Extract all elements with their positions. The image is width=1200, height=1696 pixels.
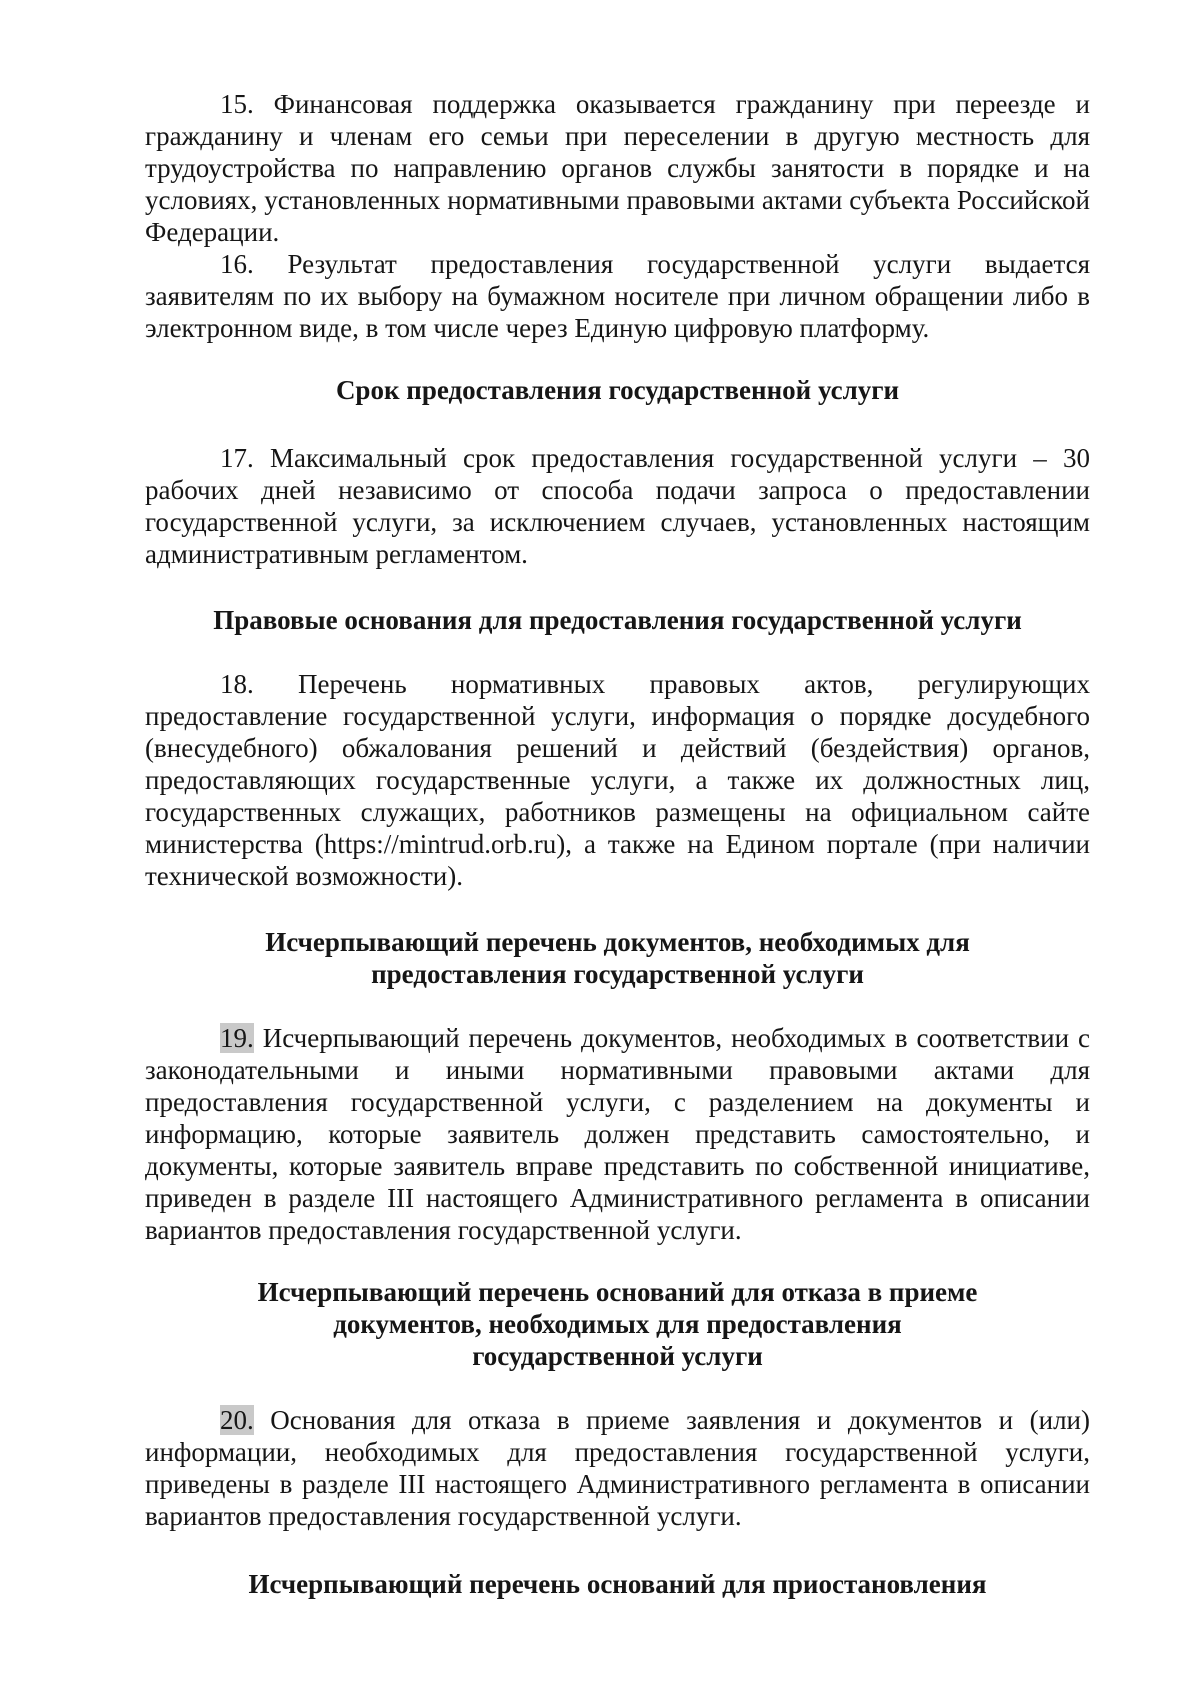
section-heading-term: Срок предоставления государственной услуги bbox=[335, 375, 900, 405]
heading-line: государственной услуги bbox=[472, 1341, 763, 1371]
paragraph-text: Результат предоставления государственной услуги выдается заявителям по их выбору на бумажном носителе при личном обращении либо в электронном виде, в том числе через Единую цифровую платформу. bbox=[145, 249, 1090, 343]
paragraph-20 bbox=[145, 1404, 1090, 1532]
paragraph-number: 16. bbox=[220, 249, 254, 279]
paragraph-15 bbox=[145, 88, 1090, 248]
paragraph-text: Перечень нормативных правовых актов, регулирующих предоставление государственной услуги, информация о порядке досудебного (внесудебного) обжалования решений и действий (бездействия) органов, предоставляющих государственные услуги, а также их должностных лиц, государственных служащих, работников размещены на официальном сайте министерства (https://mintrud.orb.ru), а также на Едином портале (при наличии технической возможности). bbox=[145, 669, 1090, 891]
heading-line: Исчерпывающий перечень документов, необходимых для bbox=[265, 927, 970, 957]
paragraph-text: Исчерпывающий перечень документов, необходимых в соответствии с законодательными и иными нормативными правовыми актами для предоставления государственной услуги, с разделением на документы и информацию, которые заявитель должен представить самостоятельно, и документы, которые заявитель вправе представить по собственной инициативе, приведен в разделе III настоящего Административного регламента в описании вариантов предоставления государственной услуги. bbox=[145, 1023, 1090, 1245]
heading-line: предоставления государственной услуги bbox=[371, 959, 864, 989]
paragraph-text: Основания для отказа в приеме заявления и документов и (или) информации, необходимых для предоставления государственной услуги, приведены в разделе III настоящего Административного регламента в описании вариантов предоставления государственной услуги. bbox=[145, 1405, 1090, 1531]
paragraph-19 bbox=[145, 1022, 1090, 1246]
section-heading-legal-grounds: Правовые основания для предоставления государственной услуги bbox=[213, 605, 1022, 635]
paragraph-text: Финансовая поддержка оказывается гражданину при переезде и гражданину и членам его семьи при переселении в другую местность для трудоустройства по направлению органов службы занятости в порядке и на условиях, установленных нормативными правовыми актами субъекта Российской Федерации. bbox=[145, 89, 1090, 247]
paragraph-number: 15. bbox=[220, 89, 254, 119]
section-heading-documents bbox=[145, 926, 1090, 990]
heading-line: Исчерпывающий перечень оснований для отказа в приеме bbox=[257, 1277, 978, 1307]
heading-line: документов, необходимых для предоставления bbox=[333, 1309, 902, 1339]
paragraph-16 bbox=[145, 248, 1090, 344]
paragraph-number: 18. bbox=[220, 669, 254, 699]
paragraph-number: 17. bbox=[220, 443, 254, 473]
paragraph-text: Максимальный срок предоставления государственной услуги – 30 рабочих дней независимо от способа подачи запроса о предоставлении государственной услуги, за исключением случаев, установленных настоящим административным регламентом. bbox=[145, 443, 1090, 569]
paragraph-number: 20. bbox=[220, 1405, 254, 1435]
document-page bbox=[145, 80, 1090, 1600]
section-heading-suspension: Исчерпывающий перечень оснований для приостановления bbox=[248, 1569, 987, 1599]
section-heading-refusal bbox=[145, 1276, 1090, 1372]
paragraph-number: 19. bbox=[220, 1023, 254, 1053]
paragraph-18 bbox=[145, 668, 1090, 892]
paragraph-17 bbox=[145, 442, 1090, 570]
